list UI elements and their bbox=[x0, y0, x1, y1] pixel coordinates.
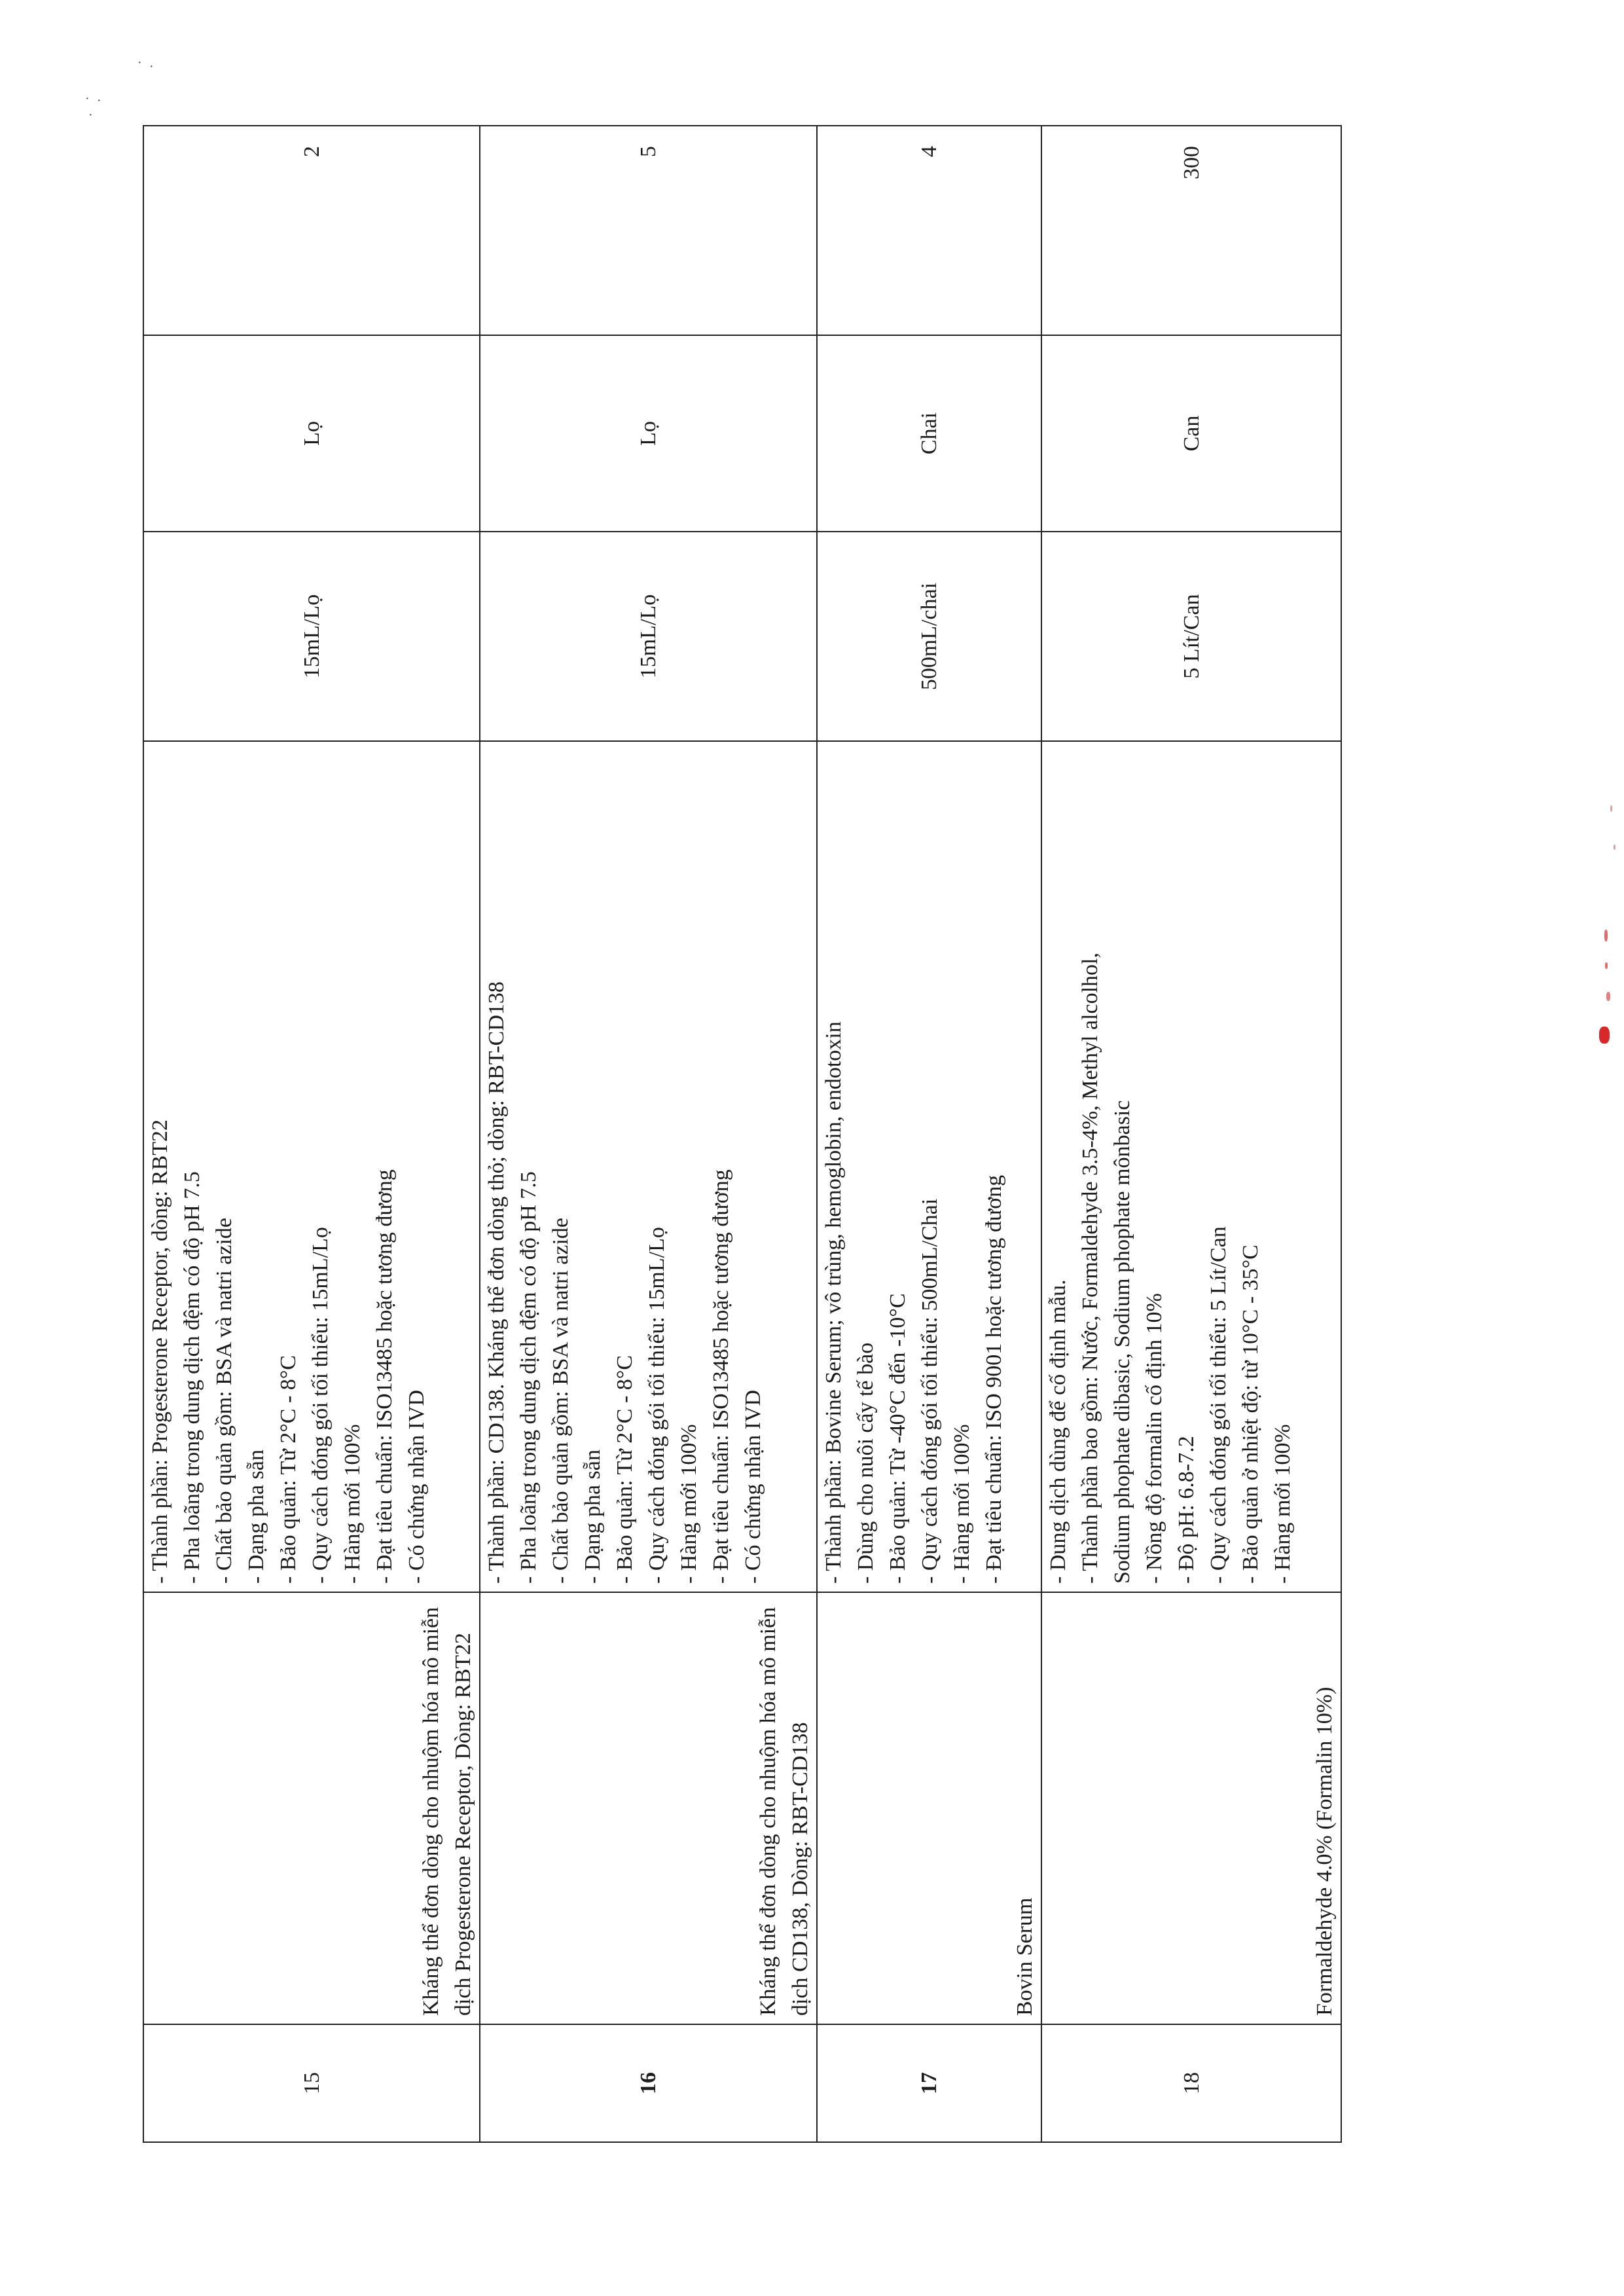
product-spec-table-body bbox=[143, 126, 1341, 2142]
spec-line: - Đạt tiêu chuẩn: ISO 9001 hoặc tương đương bbox=[981, 1175, 1006, 1584]
spec-line: - Bảo quản: Từ 2°C - 8°C bbox=[276, 1355, 300, 1584]
spec-line: - Dạng pha sẵn bbox=[581, 1449, 605, 1584]
spec-line: - Quy cách đóng gói tối thiểu: 15mL/Lọ bbox=[645, 1227, 670, 1584]
product-specification bbox=[1041, 741, 1341, 1592]
spec-line: - Dạng pha sẵn bbox=[244, 1449, 268, 1584]
spec-line: - Hàng mới 100% bbox=[949, 1424, 974, 1584]
unit: Can bbox=[1041, 335, 1341, 532]
table-row bbox=[480, 126, 816, 2142]
spec-line: - Quy cách đóng gói tối thiểu: 15mL/Lọ bbox=[308, 1227, 333, 1584]
spec-line: - Chất bảo quản gồm: BSA và natri azide bbox=[212, 1218, 236, 1584]
table-row bbox=[817, 126, 1042, 2142]
spec-line: - Nồng độ formalin cố định 10% bbox=[1142, 1293, 1167, 1584]
unit: Lọ bbox=[480, 335, 816, 532]
spec-line: - Pha loãng trong dung dịch đệm có độ pH 7.5 bbox=[180, 1171, 204, 1584]
packing-spec: 5 Lít/Can bbox=[1041, 532, 1341, 741]
product-name: Bovin Serum bbox=[817, 1592, 1042, 2024]
spec-line: - Quy cách đóng gói tối thiểu: 500mL/Chai bbox=[917, 1198, 942, 1584]
spec-line: - Hàng mới 100% bbox=[677, 1424, 702, 1584]
spec-line: - Bảo quản: Từ -40°C đến -10°C bbox=[885, 1293, 910, 1584]
product-spec-table bbox=[143, 125, 1342, 2143]
spec-line: - Đạt tiêu chuẩn: ISO13485 hoặc tương đương bbox=[372, 1169, 397, 1584]
spec-line: - Thành phần: CD138. Kháng thể đơn dòng thỏ; dòng: RBT-CD138 bbox=[484, 981, 509, 1584]
packing-spec: 500mL/chai bbox=[817, 532, 1042, 741]
spec-line: - Chất bảo quản gồm: BSA và natri azide bbox=[549, 1218, 573, 1584]
spec-line: - Hàng mới 100% bbox=[340, 1424, 365, 1584]
spec-line: - Quy cách đóng gói tối thiểu: 5 Lít/Can bbox=[1206, 1226, 1231, 1584]
spec-line: - Hàng mới 100% bbox=[1271, 1424, 1295, 1584]
packing-spec: 15mL/Lọ bbox=[143, 532, 480, 741]
product-specification bbox=[480, 741, 816, 1592]
spec-line: - Đạt tiêu chuẩn: ISO13485 hoặc tương đương bbox=[709, 1169, 734, 1584]
spec-line: - Dùng cho nuôi cấy tế bào bbox=[853, 1342, 878, 1584]
row-number: 18 bbox=[1041, 2024, 1341, 2142]
product-specification bbox=[817, 741, 1042, 1592]
spec-line: - Pha loãng trong dung dịch đệm có độ pH 7.5 bbox=[516, 1171, 541, 1584]
quantity: 5 bbox=[480, 126, 816, 335]
product-name: Formaldehyde 4.0% (Formalin 10%) bbox=[1041, 1592, 1341, 2024]
packing-spec: 15mL/Lọ bbox=[480, 532, 816, 741]
unit: Chai bbox=[817, 335, 1042, 532]
unit: Lọ bbox=[143, 335, 480, 532]
quantity: 2 bbox=[143, 126, 480, 335]
spec-line: - Độ pH: 6.8-7.2 bbox=[1174, 1436, 1199, 1584]
product-name: Kháng thể đơn dòng cho nhuộm hóa mô miễn dịch Progesterone Receptor, Dòng: RBT22 bbox=[143, 1592, 480, 2024]
spec-line: - Thành phần: Progesterone Receptor, dòng: RBT22 bbox=[148, 1119, 172, 1584]
quantity: 300 bbox=[1041, 126, 1341, 335]
spec-line: - Có chứng nhận IVD bbox=[741, 1389, 766, 1584]
spec-line: Sodium phophate dibasic, Sodium phophate mônbasic bbox=[1110, 1100, 1135, 1584]
spec-line: - Có chứng nhận IVD bbox=[405, 1389, 429, 1584]
spec-line: - Thành phần: Bovine Serum; vô trùng, hemoglobin, endotoxin bbox=[821, 1021, 846, 1584]
spec-line: - Bảo quản ở nhiệt độ: từ 10°C - 35°C bbox=[1238, 1245, 1263, 1584]
quantity: 4 bbox=[817, 126, 1042, 335]
product-name: Kháng thể đơn dòng cho nhuộm hóa mô miễn dịch CD138, Dòng: RBT-CD138 bbox=[480, 1592, 816, 2024]
spec-line: - Thành phần bao gồm: Nước, Formaldehyde 3.5-4%, Methyl alcolhol, bbox=[1078, 953, 1103, 1584]
rotated-page-content bbox=[143, 126, 1342, 2143]
spec-line: - Dung dịch dùng để cố định mẫu. bbox=[1046, 1279, 1071, 1584]
row-number: 17 bbox=[817, 2024, 1042, 2142]
row-number: 15 bbox=[143, 2024, 480, 2142]
spec-line: - Bảo quản: Từ 2°C - 8°C bbox=[613, 1355, 638, 1584]
row-number: 16 bbox=[480, 2024, 816, 2142]
table-row bbox=[1041, 126, 1341, 2142]
product-specification bbox=[143, 741, 480, 1592]
table-row bbox=[143, 126, 480, 2142]
